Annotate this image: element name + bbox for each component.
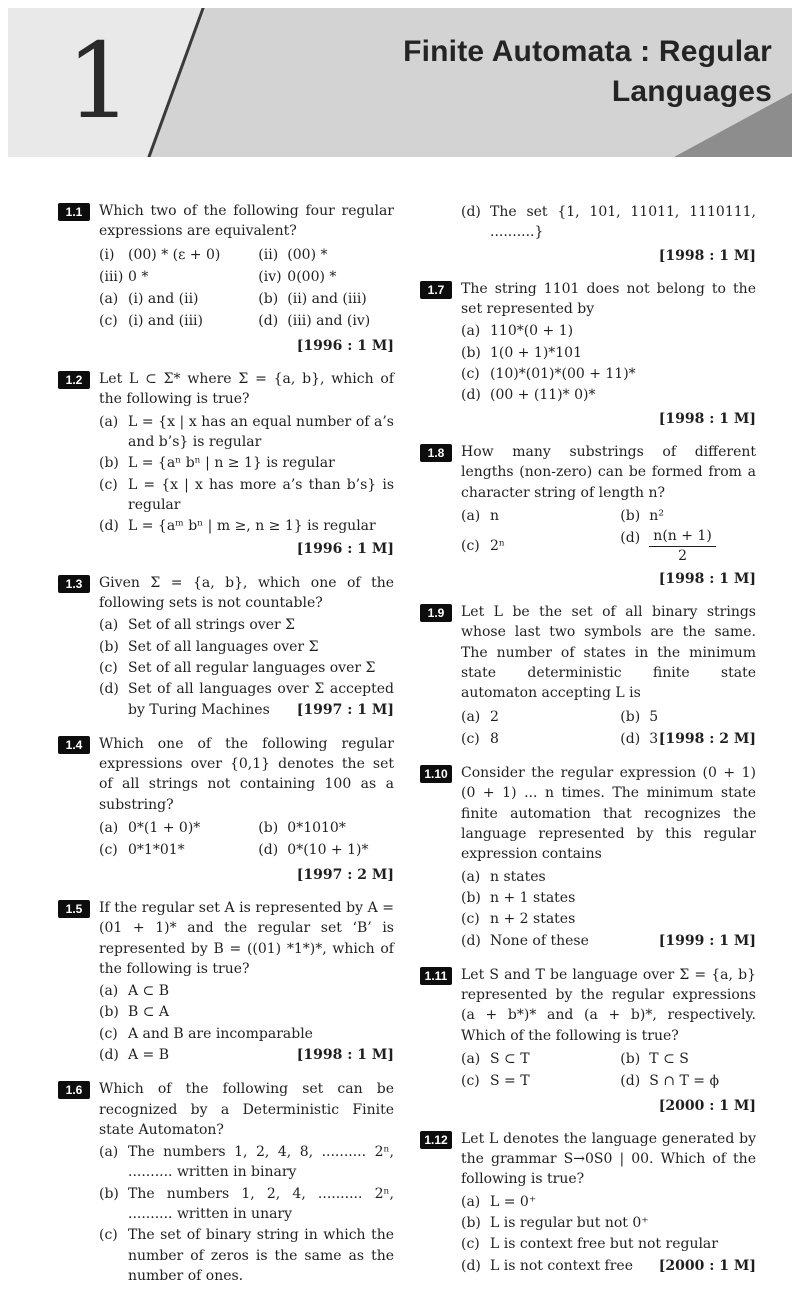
option-row (99, 412, 394, 453)
option-text: 0*1*01* (128, 842, 185, 859)
option-text: 8 (490, 730, 499, 747)
question-body (99, 734, 394, 885)
question-body (461, 1129, 756, 1277)
year-marks-row (99, 336, 394, 356)
option-row (258, 289, 394, 309)
option-text: Set of all regular languages over Σ (128, 659, 376, 676)
question-number-badge: 1.2 (58, 371, 90, 389)
option-row (620, 1071, 756, 1091)
year-marks-row (461, 569, 756, 589)
option-row (461, 385, 756, 405)
year-marks-tag: [1996 : 1 M] (296, 541, 394, 558)
option-row (461, 343, 756, 363)
option-text: T ⊂ S (649, 1050, 689, 1067)
option-label: (c) (99, 313, 118, 330)
option-text: S ⊂ T (490, 1050, 530, 1067)
option-label: (b) (99, 1004, 119, 1021)
year-marks-row (461, 246, 756, 266)
option-text: (00 + (11)* 0)* (490, 387, 596, 404)
question-1.6 (58, 1079, 394, 1287)
option-row (99, 818, 258, 838)
column-left (58, 201, 394, 1300)
option-row (461, 321, 756, 341)
option-label: (c) (461, 730, 480, 747)
option-label: (b) (99, 638, 119, 655)
option-text: 5 (649, 708, 659, 725)
option-text: n² (649, 507, 664, 524)
option-label: (i) (99, 246, 115, 263)
option-row (461, 707, 620, 727)
option-fraction (649, 528, 756, 565)
option-row (620, 528, 756, 565)
year-marks-tag: [1996 : 1 M] (296, 337, 394, 354)
option-text: L = {aᵐ bⁿ | m ≥, n ≥ 1} is regular (128, 518, 376, 535)
option-row (461, 1049, 620, 1069)
question-1.7 (420, 279, 756, 429)
option-text: 0(00) * (287, 268, 337, 285)
option-text: (10)*(01)*(00 + 11)* (490, 366, 636, 383)
chapter-header (8, 8, 792, 157)
option-text: n states (490, 868, 546, 885)
option-label: (c) (461, 911, 480, 928)
option-row (99, 840, 258, 860)
year-marks-row (461, 1096, 756, 1116)
question-1.10 (420, 763, 756, 952)
option-text: n + 2 states (490, 911, 576, 928)
option-label: (a) (99, 1144, 119, 1161)
question-number-badge: 1.3 (58, 575, 90, 593)
options-list (461, 202, 756, 243)
fraction (649, 528, 716, 565)
option-label: (b) (461, 1215, 481, 1232)
option-text: n (490, 507, 500, 524)
year-marks-tag: [2000 : 1 M] (658, 1257, 756, 1274)
option-row (461, 867, 756, 887)
option-label: (iii) (99, 268, 124, 285)
option-text: 0 * (128, 268, 149, 285)
year-marks-tag: [1997 : 1 M] (296, 701, 394, 718)
question-number-badge: 1.5 (58, 900, 90, 918)
question-body (461, 279, 756, 429)
question-number-badge: 1.8 (420, 444, 452, 462)
option-text: The set of binary string in which the number of zeros is the same as the number of ones. (128, 1227, 394, 1284)
option-text: 3 (649, 730, 659, 747)
option-label: (a) (461, 1050, 481, 1067)
question-number-badge: 1.9 (420, 604, 452, 622)
option-label: (a) (461, 708, 481, 725)
option-text: 0*(10 + 1)* (287, 842, 369, 859)
option-row (99, 245, 258, 265)
option-text: S = T (490, 1073, 530, 1090)
year-marks-tag: [1999 : 1 M] (658, 932, 756, 949)
fraction-denominator: 2 (678, 547, 687, 564)
option-label: (d) (620, 1073, 641, 1090)
year-marks-row (99, 865, 394, 885)
option-label: (c) (461, 1073, 480, 1090)
year-marks-row (99, 539, 394, 559)
option-label: (c) (461, 1236, 480, 1253)
option-label: (d) (99, 518, 119, 535)
option-text: (i) and (ii) (128, 291, 199, 308)
option-row (99, 267, 258, 287)
question-text: If the regular set A is represented by A = (01 + 1)* and the regular set ‘B’ is represented by B = ((01) *1*)*, which of the following is true? (99, 899, 394, 977)
option-row (99, 1142, 394, 1183)
question-body (461, 965, 756, 1116)
option-row (99, 637, 394, 657)
option-label: (c) (461, 366, 480, 383)
question-text: Which one of the following regular expressions over {0,1} denotes the set of all strings not containing 100 as a substring? (99, 735, 394, 813)
chapter-number: 1 (66, 20, 133, 142)
option-text: The set {1, 101, 11011, 1110111, ..........} (490, 204, 756, 241)
option-text: 2ⁿ (490, 538, 505, 555)
question-1.12 (420, 1129, 756, 1277)
question-body (461, 201, 756, 266)
question-1.1 (58, 201, 394, 356)
option-label: (c) (99, 1227, 118, 1244)
option-label: (b) (99, 1185, 119, 1202)
option-text: S ∩ T = ϕ (649, 1073, 720, 1090)
option-label: (b) (620, 507, 641, 524)
option-row (461, 1213, 756, 1233)
chapter-title-line2: Languages (611, 74, 772, 108)
question-text: Let L be the set of all binary strings whose last two symbols are the same. The number of states in the minimum state deterministic finite state automaton accepting L is (461, 604, 756, 702)
option-text: L is context free but not regular (490, 1236, 718, 1253)
option-row (461, 909, 756, 929)
option-text: A = B (128, 1046, 170, 1063)
question-number-badge: 1.12 (420, 1131, 452, 1149)
option-label: (b) (258, 291, 279, 308)
question-text: Given Σ = {a, b}, which one of the following sets is not countable? (99, 574, 394, 612)
option-label: (a) (99, 820, 119, 837)
option-label: (d) (99, 1046, 119, 1063)
option-label: (c) (461, 538, 480, 555)
option-row (461, 202, 756, 243)
option-label: (d) (99, 681, 119, 698)
option-row (461, 729, 620, 749)
question-body (461, 763, 756, 952)
option-row (99, 1024, 394, 1044)
option-label: (b) (461, 344, 481, 361)
option-label: (iv) (258, 268, 282, 285)
option-label: (d) (461, 1257, 481, 1274)
option-text: Set of all strings over Σ (128, 617, 296, 634)
option-text: 110*(0 + 1) (490, 323, 574, 340)
options-list (99, 817, 394, 862)
option-text: A and B are incomparable (128, 1025, 313, 1042)
option-label: (d) (620, 730, 641, 747)
option-label: (d) (461, 204, 481, 220)
question-body (99, 573, 394, 721)
option-label: (c) (99, 1025, 118, 1042)
option-text: 2 (490, 708, 499, 725)
option-text: B ⊂ A (128, 1004, 170, 1021)
option-text: Set of all languages over Σ (128, 638, 319, 655)
option-label: (c) (99, 842, 118, 859)
option-row (620, 707, 756, 727)
option-label: (a) (461, 507, 481, 524)
year-marks-tag: [1998 : 1 M] (658, 570, 756, 587)
option-text: None of these (490, 932, 589, 949)
question-1.3 (58, 573, 394, 721)
option-text: L = {x | x has more a’s than b’s} is regular (128, 476, 394, 513)
question-body (461, 602, 756, 750)
option-label: (ii) (258, 246, 279, 263)
option-row (461, 888, 756, 908)
question-continuation (420, 201, 756, 266)
option-row (99, 475, 394, 516)
option-label: (b) (620, 1050, 641, 1067)
option-label: (a) (461, 1193, 481, 1210)
option-label: (a) (461, 323, 481, 340)
option-row (99, 615, 394, 635)
option-label: (b) (620, 708, 641, 725)
options-list (99, 288, 394, 333)
option-text: L = {x | x has an equal number of a’s and b’s} is regular (128, 413, 394, 450)
option-row (99, 453, 394, 473)
option-row (258, 840, 394, 860)
question-number-badge: 1.6 (58, 1081, 90, 1099)
option-row (461, 364, 756, 384)
fraction-numerator: n(n + 1) (649, 528, 716, 547)
option-text: 0*1010* (287, 820, 346, 837)
options-list (99, 1142, 394, 1286)
option-text: (ii) and (iii) (287, 291, 367, 308)
year-marks-tag: [1998 : 2 M] (658, 730, 756, 747)
year-marks-tag: [1997 : 2 M] (296, 866, 394, 883)
option-label: (d) (258, 842, 279, 859)
question-number-badge: 1.10 (420, 765, 452, 783)
option-row (620, 506, 756, 526)
question-1.4 (58, 734, 394, 885)
option-row (99, 516, 394, 536)
year-marks-tag: [2000 : 1 M] (658, 1097, 756, 1114)
option-label: (b) (461, 889, 481, 906)
question-text: Let L ⊂ Σ* where Σ = {a, b}, which of the following is true? (99, 371, 394, 408)
option-text: (iii) and (iv) (287, 313, 371, 330)
option-row (258, 818, 394, 838)
options-list (461, 321, 756, 405)
roman-items (99, 244, 394, 289)
option-label: (a) (461, 868, 481, 885)
question-text: Consider the regular expression (0 + 1) (0 + 1) ... n times. The minimum state finite automation that recognizes the language represented by this regular expression contains (461, 765, 756, 863)
option-row (258, 245, 394, 265)
option-text: 0*(1 + 0)* (128, 820, 201, 837)
option-row (99, 981, 394, 1001)
question-1.11 (420, 965, 756, 1116)
question-body (99, 1079, 394, 1287)
option-row (99, 1225, 394, 1286)
chapter-title (403, 32, 772, 111)
option-text: L is regular but not 0⁺ (490, 1215, 649, 1232)
question-1.5 (58, 898, 394, 1066)
option-text: A ⊂ B (128, 983, 170, 1000)
option-label: (b) (99, 455, 119, 472)
option-text: 1(0 + 1)*101 (490, 344, 582, 361)
question-body (461, 442, 756, 589)
option-text: The numbers 1, 2, 4, .......... 2ⁿ, .......... written in unary (128, 1185, 394, 1223)
question-body (99, 369, 394, 560)
option-label: (d) (461, 387, 481, 404)
question-text: Which two of the following four regular expressions are equivalent? (99, 203, 394, 240)
option-row (620, 1049, 756, 1069)
option-label: (a) (99, 983, 119, 1000)
options-list (461, 1048, 756, 1093)
option-row (99, 311, 258, 331)
year-marks-row (461, 409, 756, 429)
option-label: (a) (99, 413, 119, 430)
option-row (461, 1192, 756, 1212)
option-row (258, 267, 394, 287)
question-text: How many substrings of different lengths (non-zero) can be formed from a character string of length n? (461, 443, 756, 501)
option-text: Set of all languages over Σ accepted by Turing Machines (128, 681, 394, 718)
questions-area (0, 201, 800, 1300)
option-label: (d) (461, 932, 481, 949)
chapter-title-line1: Finite Automata : Regular (403, 35, 772, 68)
question-body (99, 898, 394, 1066)
question-body (99, 201, 394, 356)
option-text: n + 1 states (490, 889, 576, 906)
option-label: (d) (620, 530, 641, 547)
option-row (99, 1184, 394, 1225)
option-row (99, 289, 258, 309)
question-number-badge: 1.4 (58, 736, 90, 754)
question-1.8 (420, 442, 756, 589)
year-marks-tag: [1998 : 1 M] (296, 1046, 394, 1063)
options-list (461, 505, 756, 566)
option-text: L = {aⁿ bⁿ | n ≥ 1} is regular (128, 455, 335, 472)
option-text: L is not context free (490, 1257, 633, 1274)
options-list (99, 412, 394, 537)
option-row (99, 658, 394, 678)
option-label: (b) (258, 820, 279, 837)
option-text: (i) and (iii) (128, 313, 203, 330)
year-marks-tag: [1998 : 1 M] (658, 410, 756, 427)
option-text: The numbers 1, 2, 4, 8, .......... 2ⁿ, .......... written in binary (128, 1144, 394, 1181)
option-label: (c) (99, 659, 118, 676)
option-row (461, 506, 620, 526)
option-text: L = 0⁺ (490, 1193, 537, 1210)
option-row (461, 1071, 620, 1091)
option-label: (c) (99, 476, 118, 493)
option-row (461, 1234, 756, 1254)
question-number-badge: 1.7 (420, 281, 452, 299)
question-text: Let S and T be language over Σ = {a, b} represented by the regular expressions (a + b*)* and (a + b)*, respectively. Which of the following is true? (461, 966, 756, 1044)
option-row (258, 311, 394, 331)
question-number-badge: 1.11 (420, 967, 452, 985)
question-text: The string 1101 does not belong to the set represented by (461, 280, 756, 318)
question-text: Let L denotes the language generated by the grammar S→0S0 | 00. Which of the following is true? (461, 1130, 756, 1188)
question-1.9 (420, 602, 756, 750)
year-marks-tag: [1998 : 1 M] (658, 247, 756, 264)
option-text: (00) * (287, 246, 328, 263)
option-row (99, 1002, 394, 1022)
option-label: (d) (258, 313, 279, 330)
question-number-badge: 1.1 (58, 203, 90, 221)
option-label: (a) (99, 291, 119, 308)
question-1.2 (58, 369, 394, 560)
question-text: Which of the following set can be recognized by a Deterministic Finite state Automaton? (99, 1081, 394, 1138)
option-row (461, 536, 620, 556)
column-right (420, 201, 756, 1300)
option-text: (00) * (ε + 0) (128, 246, 221, 263)
option-label: (a) (99, 617, 119, 634)
